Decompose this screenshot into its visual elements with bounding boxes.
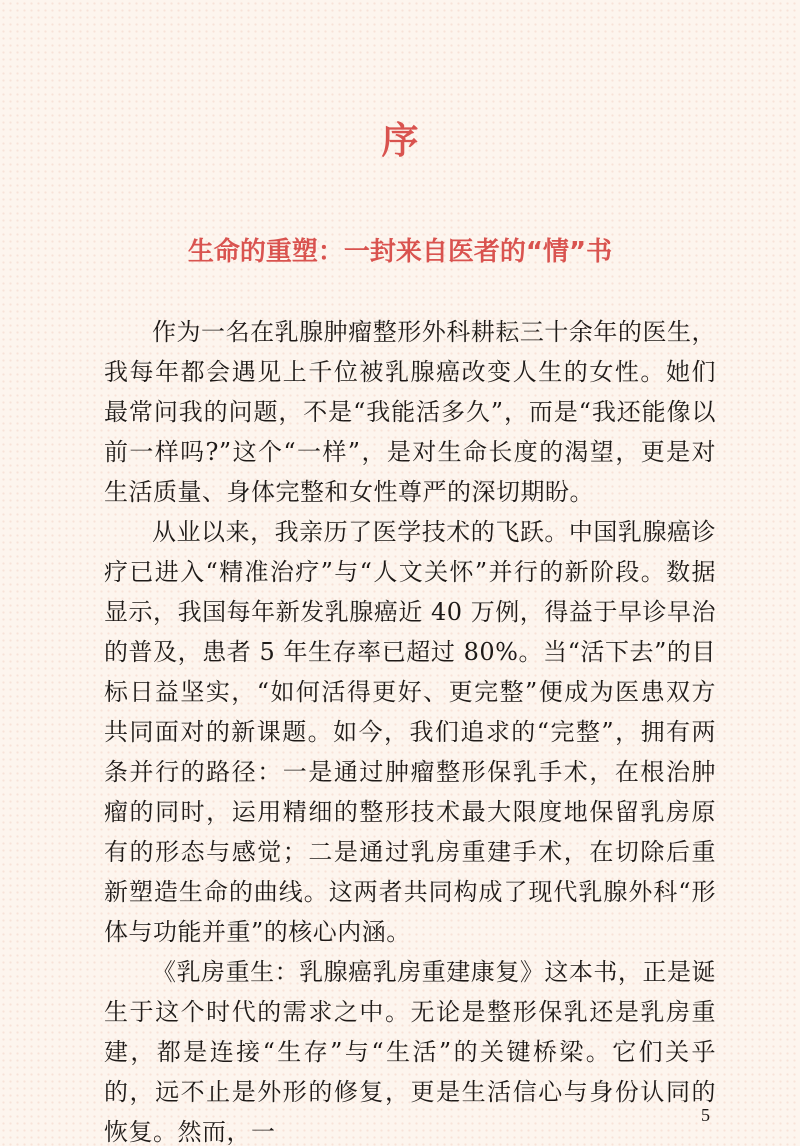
page-number: 5 <box>701 1105 710 1125</box>
chapter-title: 序 <box>381 119 419 162</box>
paragraph-1: 作为一名在乳腺肿瘤整形外科耕耘三十余年的医生，我每年都会遇见上千位被乳腺癌改变人生的女性。她们最常问我的问题，不是“我能活多久”，而是“我还能像以前一样吗?”这个“一样”，是对生命长度的渴望，更是对生活质量、身体完整和女性尊严的深切期盼。 <box>104 318 716 506</box>
paragraph-3: 《乳房重生：乳腺癌乳房重建康复》这本书，正是诞生于这个时代的需求之中。无论是整形保乳还是乳房重建，都是连接“生存”与“生活”的关键桥梁。它们关乎的，远不止是外形的修复，更是生活信心与身份认同的恢复。然而，一 <box>104 958 716 1146</box>
paragraph-2: 从业以来，我亲历了医学技术的飞跃。中国乳腺癌诊疗已进入“精准治疗”与“人文关怀”并行的新阶段。数据显示，我国每年新发乳腺癌近 40 万例，得益于早诊早治的普及，患者 5 年生存率已超过 80%。当“活下去”的目标日益坚实，“如何活得更好、更完整”便成为医患双方共同面对的新课题。如今，我们追求的“完整”，拥有两条并行的路径：一是通过肿瘤整形保乳手术，在根治肿瘤的同时，运用精细的整形技术最大限度地保留乳房原有的形态与感觉；二是通过乳房重建手术，在切除后重新塑造生命的曲线。这两者共同构成了现代乳腺外科“形体与功能并重”的核心内涵。 <box>104 518 716 946</box>
chapter-subtitle: 生命的重塑：一封来自医者的“情”书 <box>187 237 613 267</box>
body-text <box>104 312 716 1146</box>
